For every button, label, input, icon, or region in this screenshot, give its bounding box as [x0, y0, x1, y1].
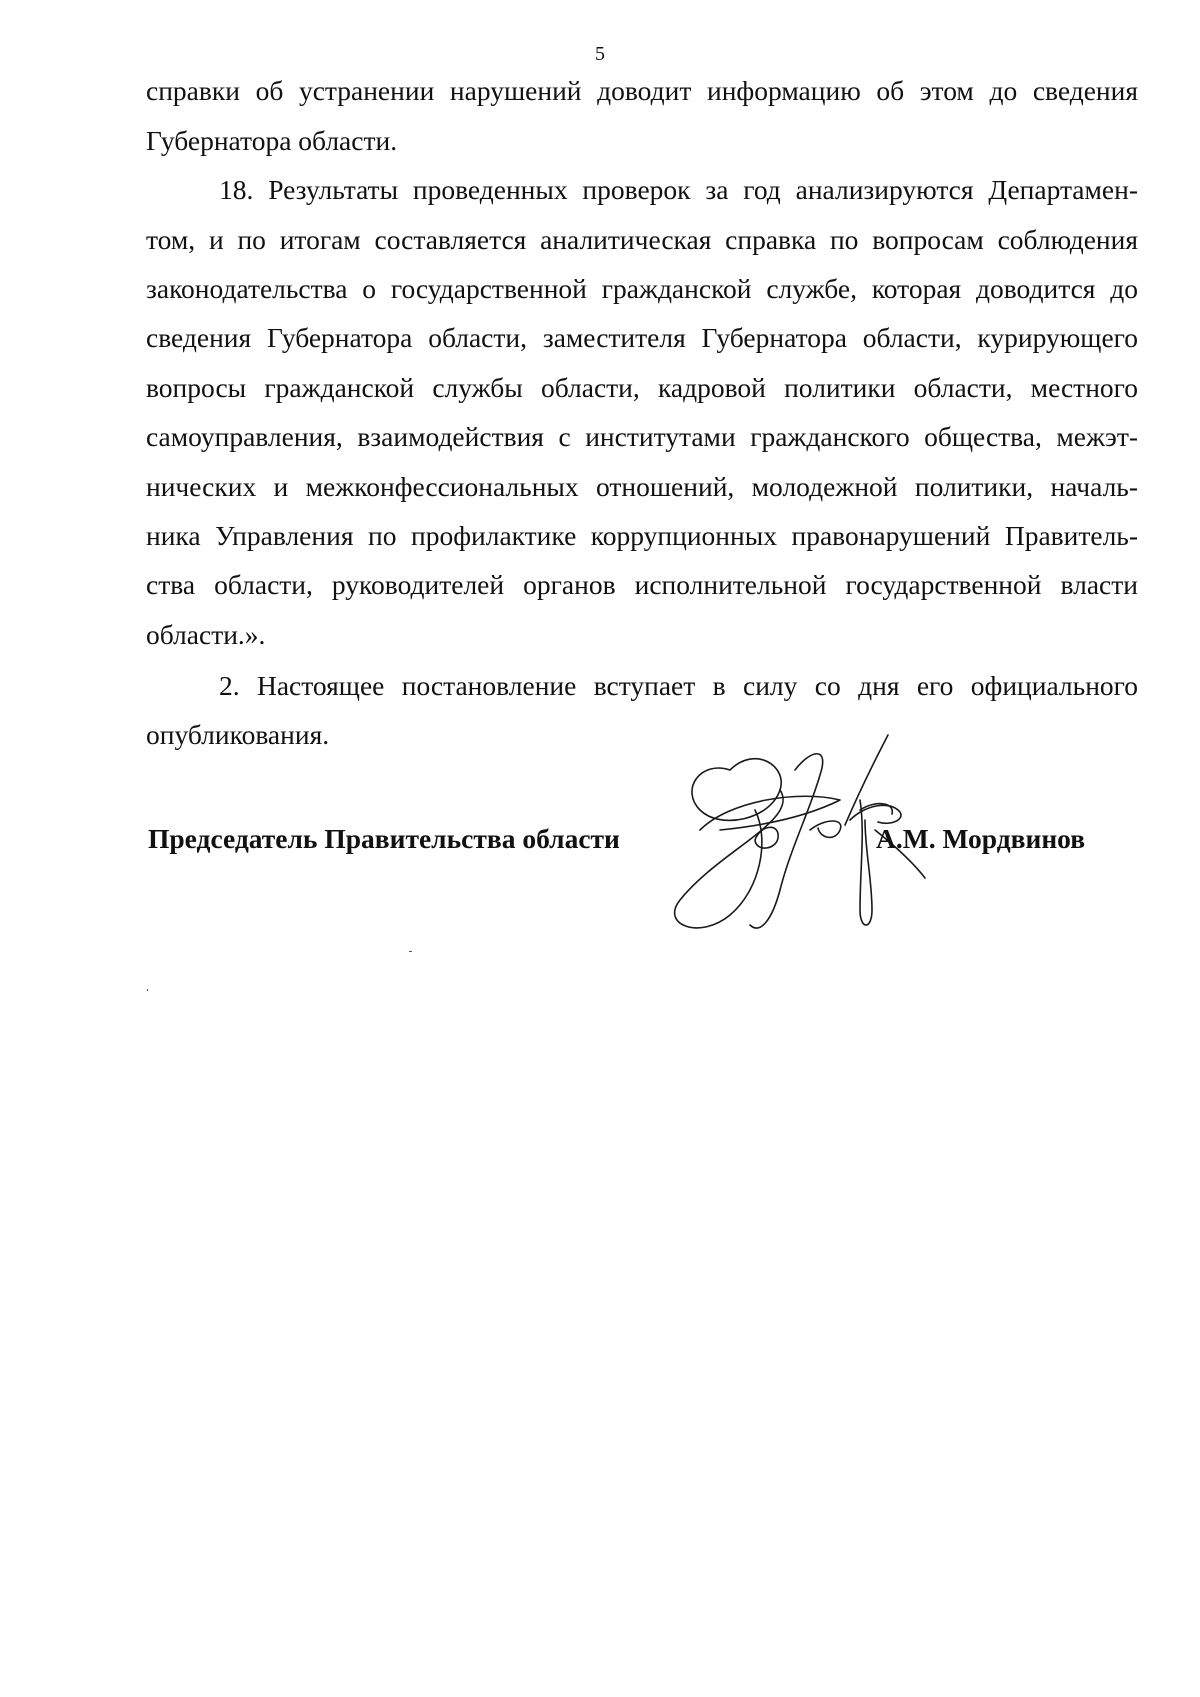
paragraph-18-line: том, и по итогам составляется аналитическая справка по вопросам соблюдения [146, 224, 1138, 255]
signer-name: А.М. Мордвинов [876, 823, 1086, 854]
paragraph-18-line: самоуправления, взаимодействия с институтами гражданского общества, межэт- [146, 421, 1138, 452]
paragraph-18-line: области.». [146, 619, 266, 650]
paragraph-18-line: ства области, руководителей органов исполнительной государственной власти [146, 569, 1138, 600]
paragraph-18-line: ника Управления по профилактике коррупционных правонарушений Правитель- [146, 520, 1138, 551]
paragraph-continuation-line: справки об устранении нарушений доводит информацию об этом до сведения [146, 75, 1138, 106]
paragraph-18-line: вопросы гражданской службы области, кадровой политики области, местного [146, 372, 1138, 403]
scan-speck [409, 951, 412, 952]
paragraph-2-line: 2. Настоящее постановление вступает в силу со дня его официального [219, 670, 1138, 701]
paragraph-18-line: законодательства о государственной гражданской службе, которая доводится до [146, 273, 1138, 304]
scan-speck [147, 989, 148, 991]
paragraph-continuation-line: Губернатора области. [146, 125, 398, 156]
paragraph-18-line: сведения Губернатора области, заместителя Губернатора области, курирующего [146, 322, 1138, 353]
paragraph-2-line: опубликования. [146, 719, 330, 750]
signer-title: Председатель Правительства области [148, 823, 620, 854]
page-number: 5 [595, 43, 605, 65]
paragraph-18-line: нических и межконфессиональных отношений, молодежной политики, началь- [146, 471, 1138, 502]
paragraph-18-line: 18. Результаты проведенных проверок за год анализируются Департамен- [219, 174, 1138, 205]
